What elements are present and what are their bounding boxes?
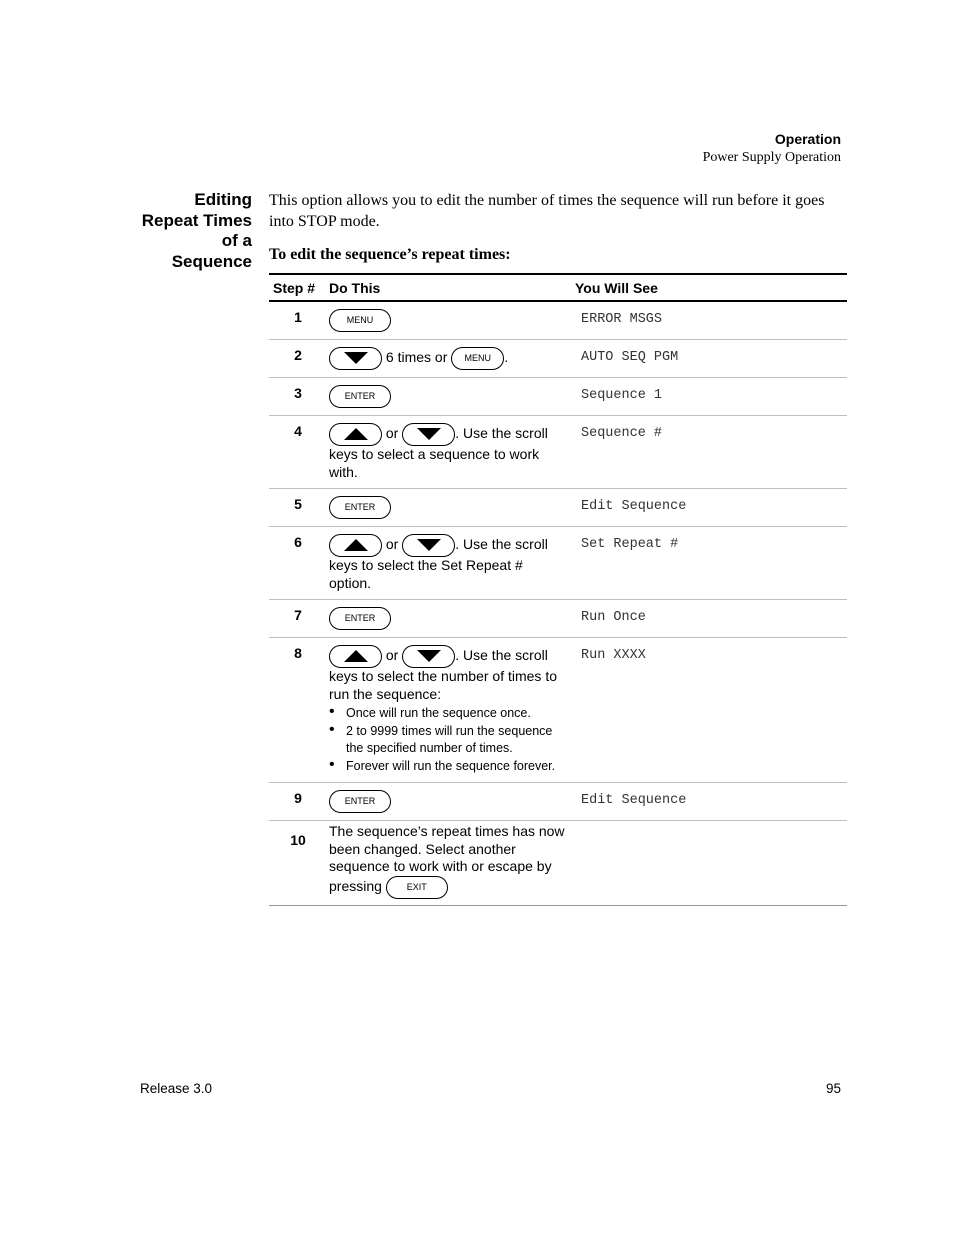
- bullet-list: [329, 705, 567, 775]
- steps-table: [269, 273, 847, 906]
- step-action: [325, 783, 571, 821]
- step-action: [325, 821, 571, 906]
- up-arrow-key-icon: [329, 645, 382, 668]
- step-action: [325, 416, 571, 489]
- step-number: 6: [269, 527, 325, 600]
- header-do: Do This: [325, 274, 571, 301]
- down-arrow-key-icon: [402, 423, 455, 446]
- table-row: [269, 378, 847, 416]
- step-text: The sequence’s repeat times has now been changed. Select another sequence to work with or escape by pressing: [329, 823, 565, 894]
- step-text: . Use the scroll keys to select the number of times to run the sequence:: [329, 647, 557, 702]
- display-text: Sequence 1: [571, 378, 847, 416]
- down-arrow-key-icon: [329, 347, 382, 370]
- step-text: .: [504, 349, 509, 366]
- step-action: [325, 301, 571, 340]
- procedure-title: To edit the sequence’s repeat times:: [269, 246, 511, 263]
- menu-key: MENU: [329, 309, 391, 332]
- table-row: [269, 527, 847, 600]
- display-text: AUTO SEQ PGM: [571, 340, 847, 378]
- step-or: or: [385, 647, 399, 664]
- display-text: Edit Sequence: [571, 783, 847, 821]
- side-heading-line: of a: [221, 231, 252, 250]
- step-action: [325, 600, 571, 638]
- step-or: or: [385, 425, 399, 442]
- table-row: [269, 783, 847, 821]
- step-action: [325, 378, 571, 416]
- display-text: Run Once: [571, 600, 847, 638]
- step-or: or: [385, 536, 399, 553]
- display-text: Edit Sequence: [571, 489, 847, 527]
- footer-release: Release 3.0: [140, 1081, 213, 1096]
- step-number: 8: [269, 638, 325, 783]
- step-number: 2: [269, 340, 325, 378]
- display-text: [571, 821, 847, 906]
- menu-key: MENU: [451, 347, 504, 370]
- side-heading: [112, 190, 252, 272]
- header-subsection: Power Supply Operation: [702, 150, 841, 165]
- header-see: You Will See: [571, 274, 847, 301]
- table-row: [269, 340, 847, 378]
- step-number: 7: [269, 600, 325, 638]
- page-header: [703, 131, 841, 166]
- side-heading-line: Repeat Times: [141, 210, 252, 230]
- enter-key: ENTER: [329, 790, 391, 813]
- table-row: [269, 600, 847, 638]
- page-number: 95: [825, 1081, 841, 1096]
- step-number: 3: [269, 378, 325, 416]
- step-text: 6 times or: [385, 349, 448, 366]
- step-text: . Use the scroll keys to select a sequence to work with.: [329, 425, 548, 480]
- down-arrow-key-icon: [402, 645, 455, 668]
- table-row: [269, 416, 847, 489]
- table-header-row: [269, 274, 847, 301]
- table-row: [269, 301, 847, 340]
- enter-key: ENTER: [329, 496, 391, 519]
- side-heading-line: Sequence: [171, 251, 252, 271]
- table-row: [269, 489, 847, 527]
- step-action: [325, 340, 571, 378]
- up-arrow-key-icon: [329, 534, 382, 557]
- list-item: • 2 to 9999 times will run the sequence the specified number of times.: [329, 723, 567, 758]
- display-text: Set Repeat #: [571, 527, 847, 600]
- list-item: • Once will run the sequence once.: [329, 705, 567, 723]
- step-action: [325, 527, 571, 600]
- header-step: Step #: [269, 274, 325, 301]
- display-text: Sequence #: [571, 416, 847, 489]
- step-number: 4: [269, 416, 325, 489]
- header-section: Operation: [774, 131, 841, 147]
- enter-key: ENTER: [329, 385, 391, 408]
- step-action: [325, 489, 571, 527]
- exit-key: EXIT: [386, 876, 448, 899]
- side-heading-line: Editing: [194, 190, 252, 209]
- enter-key: ENTER: [329, 607, 391, 630]
- display-text: Run XXXX: [571, 638, 847, 783]
- step-number: 10: [269, 821, 325, 906]
- list-item: • Forever will run the sequence forever.: [329, 758, 567, 776]
- step-action: [325, 638, 571, 783]
- table-row: [269, 638, 847, 783]
- up-arrow-key-icon: [329, 423, 382, 446]
- display-text: ERROR MSGS: [571, 301, 847, 340]
- intro-paragraph: This option allows you to edit the number of times the sequence will run before it goes into STOP mode.: [269, 192, 825, 230]
- step-number: 1: [269, 301, 325, 340]
- step-number: 9: [269, 783, 325, 821]
- step-text: . Use the scroll keys to select the Set Repeat # option.: [329, 536, 548, 591]
- down-arrow-key-icon: [402, 534, 455, 557]
- table-row: [269, 821, 847, 906]
- step-number: 5: [269, 489, 325, 527]
